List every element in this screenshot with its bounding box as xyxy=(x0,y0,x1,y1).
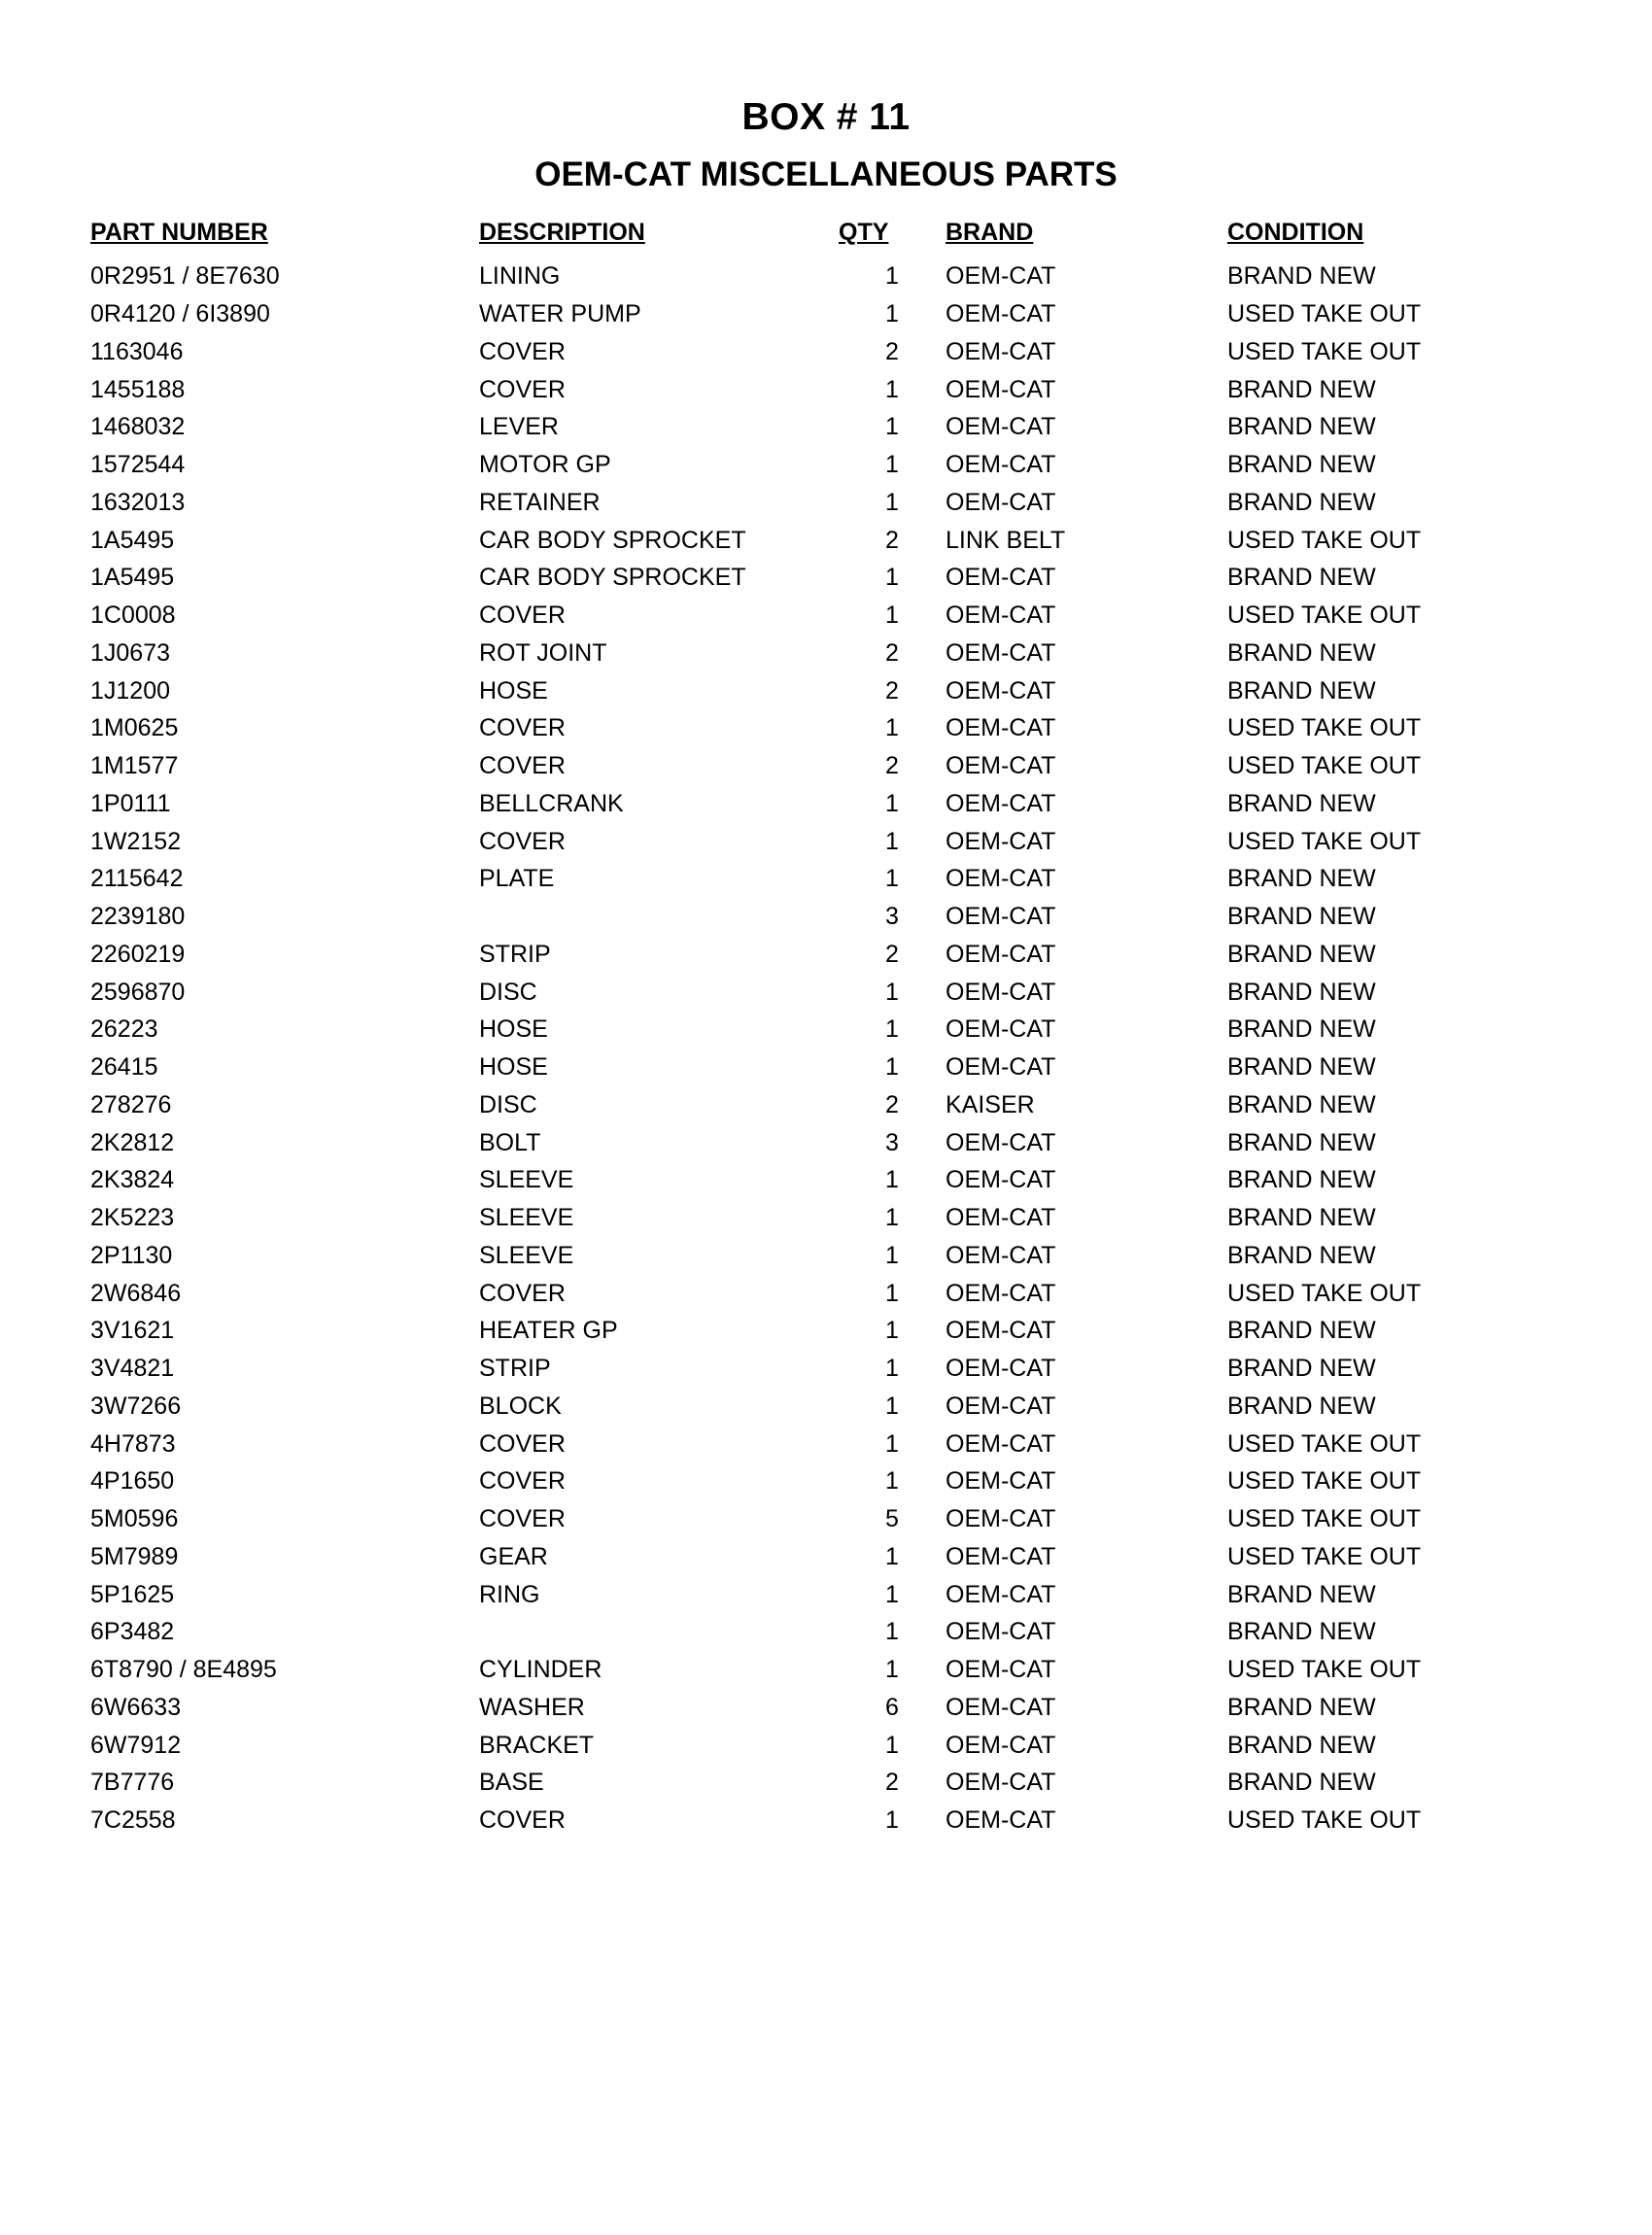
cell-brand: OEM-CAT xyxy=(946,1166,1056,1194)
cell-part-number: 2K2812 xyxy=(90,1128,175,1156)
table-row xyxy=(90,1275,1499,1313)
cell-qty: 1 xyxy=(885,1618,899,1646)
cell-qty: 2 xyxy=(885,337,899,365)
table-row xyxy=(90,559,1499,597)
table-row xyxy=(90,1426,1499,1463)
cell-brand: KAISER xyxy=(946,1090,1035,1118)
cell-brand: OEM-CAT xyxy=(946,1467,1056,1496)
cell-description: SLEEVE xyxy=(479,1166,574,1194)
cell-part-number: 2K3824 xyxy=(90,1166,175,1194)
table-row xyxy=(90,1199,1499,1237)
cell-qty: 1 xyxy=(885,564,899,592)
cell-part-number: 3V4821 xyxy=(90,1355,175,1383)
cell-condition: USED TAKE OUT xyxy=(1227,337,1422,365)
cell-condition: BRAND NEW xyxy=(1227,1204,1376,1232)
cell-part-number: 1C0008 xyxy=(90,602,176,630)
table-row xyxy=(90,898,1499,936)
cell-brand: OEM-CAT xyxy=(946,1053,1056,1082)
cell-description: COVER xyxy=(479,1429,566,1458)
cell-description: CAR BODY SPROCKET xyxy=(479,564,746,592)
cell-description: DISC xyxy=(479,978,537,1006)
cell-condition: BRAND NEW xyxy=(1227,789,1376,817)
table-row xyxy=(90,408,1499,446)
cell-qty: 2 xyxy=(885,940,899,968)
cell-part-number: 26415 xyxy=(90,1053,158,1082)
cell-part-number: 1M1577 xyxy=(90,752,179,780)
cell-qty: 2 xyxy=(885,638,899,667)
cell-brand: OEM-CAT xyxy=(946,1317,1056,1345)
cell-description: COVER xyxy=(479,714,566,742)
cell-description: MOTOR GP xyxy=(479,451,611,479)
cell-description: RETAINER xyxy=(479,488,601,516)
cell-qty: 1 xyxy=(885,1429,899,1458)
cell-description xyxy=(479,898,839,936)
cell-qty: 1 xyxy=(885,1806,899,1835)
cell-qty: 1 xyxy=(885,1166,899,1194)
cell-part-number: 6W7912 xyxy=(90,1731,182,1759)
table-header-row xyxy=(90,219,1499,258)
cell-qty: 1 xyxy=(885,1731,899,1759)
table-row xyxy=(90,1462,1499,1500)
cell-part-number: 278276 xyxy=(90,1090,172,1118)
cell-condition: BRAND NEW xyxy=(1227,1392,1376,1420)
cell-part-number: 1J0673 xyxy=(90,638,171,667)
cell-condition: USED TAKE OUT xyxy=(1227,752,1422,780)
table-row xyxy=(90,258,1499,295)
cell-brand: OEM-CAT xyxy=(946,1241,1056,1269)
cell-description: COVER xyxy=(479,602,566,630)
cell-brand: OEM-CAT xyxy=(946,1392,1056,1420)
cell-brand: OEM-CAT xyxy=(946,827,1056,855)
cell-brand: OEM-CAT xyxy=(946,1656,1056,1684)
cell-description: COVER xyxy=(479,827,566,855)
column-header-condition: CONDITION xyxy=(1227,219,1364,247)
table-row xyxy=(90,446,1499,484)
cell-qty: 2 xyxy=(885,526,899,554)
cell-brand: OEM-CAT xyxy=(946,300,1056,328)
cell-brand: OEM-CAT xyxy=(946,262,1056,291)
cell-qty: 3 xyxy=(885,1128,899,1156)
cell-description: DISC xyxy=(479,1090,537,1118)
cell-qty: 1 xyxy=(885,827,899,855)
cell-description: BLOCK xyxy=(479,1392,562,1420)
cell-qty: 1 xyxy=(885,1015,899,1044)
cell-qty: 1 xyxy=(885,1317,899,1345)
cell-part-number: 2596870 xyxy=(90,978,186,1006)
cell-part-number: 6T8790 / 8E4895 xyxy=(90,1656,277,1684)
table-row xyxy=(90,860,1499,898)
cell-brand: OEM-CAT xyxy=(946,865,1056,893)
cell-qty: 1 xyxy=(885,375,899,403)
cell-qty: 1 xyxy=(885,1542,899,1570)
cell-brand: OEM-CAT xyxy=(946,1580,1056,1608)
cell-qty: 1 xyxy=(885,714,899,742)
table-row xyxy=(90,1689,1499,1727)
cell-brand: OEM-CAT xyxy=(946,752,1056,780)
cell-condition: BRAND NEW xyxy=(1227,865,1376,893)
table-row xyxy=(90,1161,1499,1199)
cell-part-number: 4P1650 xyxy=(90,1467,175,1496)
cell-condition: BRAND NEW xyxy=(1227,488,1376,516)
cell-part-number: 1455188 xyxy=(90,375,186,403)
cell-qty: 1 xyxy=(885,262,899,291)
cell-qty: 1 xyxy=(885,978,899,1006)
cell-description: HOSE xyxy=(479,1015,548,1044)
table-row xyxy=(90,1538,1499,1576)
table-row xyxy=(90,484,1499,522)
document-header xyxy=(0,97,1652,193)
cell-brand: OEM-CAT xyxy=(946,789,1056,817)
cell-condition: USED TAKE OUT xyxy=(1227,1279,1422,1307)
cell-part-number: 0R2951 / 8E7630 xyxy=(90,262,280,291)
cell-qty: 6 xyxy=(885,1693,899,1721)
cell-part-number: 26223 xyxy=(90,1015,158,1044)
cell-qty: 2 xyxy=(885,1769,899,1797)
cell-brand: OEM-CAT xyxy=(946,564,1056,592)
cell-condition: BRAND NEW xyxy=(1227,1317,1376,1345)
cell-qty: 1 xyxy=(885,1467,899,1496)
cell-brand: OEM-CAT xyxy=(946,1015,1056,1044)
cell-part-number: 7B7776 xyxy=(90,1769,175,1797)
cell-description: WATER PUMP xyxy=(479,300,641,328)
cell-condition: BRAND NEW xyxy=(1227,1015,1376,1044)
cell-description: COVER xyxy=(479,1279,566,1307)
cell-condition: BRAND NEW xyxy=(1227,978,1376,1006)
cell-condition: BRAND NEW xyxy=(1227,638,1376,667)
cell-brand: OEM-CAT xyxy=(946,488,1056,516)
cell-part-number: 4H7873 xyxy=(90,1429,176,1458)
cell-condition: BRAND NEW xyxy=(1227,676,1376,705)
cell-condition: BRAND NEW xyxy=(1227,1241,1376,1269)
cell-condition: USED TAKE OUT xyxy=(1227,1806,1422,1835)
cell-brand: OEM-CAT xyxy=(946,1429,1056,1458)
cell-condition: BRAND NEW xyxy=(1227,1769,1376,1797)
cell-part-number: 2W6846 xyxy=(90,1279,182,1307)
cell-condition: USED TAKE OUT xyxy=(1227,1467,1422,1496)
parts-table-container xyxy=(0,219,1652,1840)
cell-qty: 1 xyxy=(885,300,899,328)
document-page xyxy=(0,97,1652,2235)
cell-brand: OEM-CAT xyxy=(946,451,1056,479)
cell-condition: BRAND NEW xyxy=(1227,1090,1376,1118)
cell-part-number: 2K5223 xyxy=(90,1204,175,1232)
cell-brand: OEM-CAT xyxy=(946,1806,1056,1835)
cell-brand: OEM-CAT xyxy=(946,940,1056,968)
cell-brand: OEM-CAT xyxy=(946,1204,1056,1232)
table-row xyxy=(90,1802,1499,1840)
cell-part-number: 0R4120 / 6I3890 xyxy=(90,300,270,328)
table-row xyxy=(90,522,1499,560)
cell-condition: USED TAKE OUT xyxy=(1227,526,1422,554)
cell-description xyxy=(479,1613,839,1651)
cell-qty: 3 xyxy=(885,903,899,931)
cell-part-number: 1W2152 xyxy=(90,827,182,855)
cell-condition: BRAND NEW xyxy=(1227,1580,1376,1608)
cell-description: HOSE xyxy=(479,676,548,705)
parts-table xyxy=(90,219,1499,1840)
cell-qty: 1 xyxy=(885,1279,899,1307)
cell-brand: OEM-CAT xyxy=(946,1769,1056,1797)
cell-condition: USED TAKE OUT xyxy=(1227,1429,1422,1458)
cell-part-number: 1P0111 xyxy=(90,789,171,817)
cell-qty: 2 xyxy=(885,1090,899,1118)
cell-part-number: 6W6633 xyxy=(90,1693,182,1721)
cell-description: CYLINDER xyxy=(479,1656,602,1684)
cell-qty: 1 xyxy=(885,1355,899,1383)
table-header xyxy=(90,219,1499,258)
cell-condition: BRAND NEW xyxy=(1227,1731,1376,1759)
cell-qty: 5 xyxy=(885,1505,899,1533)
cell-condition: USED TAKE OUT xyxy=(1227,1542,1422,1570)
cell-qty: 2 xyxy=(885,676,899,705)
cell-qty: 1 xyxy=(885,488,899,516)
cell-part-number: 6P3482 xyxy=(90,1618,175,1646)
cell-condition: BRAND NEW xyxy=(1227,903,1376,931)
table-row xyxy=(90,1124,1499,1162)
cell-description: ROT JOINT xyxy=(479,638,607,667)
cell-qty: 1 xyxy=(885,1656,899,1684)
cell-description: GEAR xyxy=(479,1542,548,1570)
cell-description: HOSE xyxy=(479,1053,548,1082)
column-header-part-number: PART NUMBER xyxy=(90,219,268,247)
cell-condition: USED TAKE OUT xyxy=(1227,602,1422,630)
cell-condition: BRAND NEW xyxy=(1227,375,1376,403)
cell-brand: OEM-CAT xyxy=(946,978,1056,1006)
column-header-qty: QTY xyxy=(839,219,889,247)
table-row xyxy=(90,1049,1499,1086)
cell-qty: 2 xyxy=(885,752,899,780)
table-body xyxy=(90,258,1499,1840)
cell-description: COVER xyxy=(479,337,566,365)
cell-condition: BRAND NEW xyxy=(1227,940,1376,968)
cell-part-number: 2239180 xyxy=(90,903,186,931)
table-row xyxy=(90,635,1499,672)
cell-part-number: 1468032 xyxy=(90,413,186,441)
table-row xyxy=(90,295,1499,333)
cell-part-number: 1572544 xyxy=(90,451,186,479)
cell-brand: OEM-CAT xyxy=(946,375,1056,403)
table-row xyxy=(90,823,1499,861)
cell-qty: 1 xyxy=(885,1392,899,1420)
cell-part-number: 3W7266 xyxy=(90,1392,182,1420)
cell-description: CAR BODY SPROCKET xyxy=(479,526,746,554)
table-row xyxy=(90,747,1499,785)
cell-description: LINING xyxy=(479,262,561,291)
table-row xyxy=(90,371,1499,409)
cell-part-number: 1A5495 xyxy=(90,526,175,554)
cell-description: PLATE xyxy=(479,865,555,893)
cell-brand: OEM-CAT xyxy=(946,638,1056,667)
cell-description: WASHER xyxy=(479,1693,585,1721)
cell-part-number: 5M0596 xyxy=(90,1505,179,1533)
cell-part-number: 1J1200 xyxy=(90,676,171,705)
cell-description: RING xyxy=(479,1580,540,1608)
table-row xyxy=(90,1651,1499,1689)
cell-description: COVER xyxy=(479,1505,566,1533)
cell-brand: OEM-CAT xyxy=(946,714,1056,742)
table-row xyxy=(90,1312,1499,1350)
cell-qty: 1 xyxy=(885,602,899,630)
table-row xyxy=(90,597,1499,635)
cell-brand: OEM-CAT xyxy=(946,1693,1056,1721)
cell-qty: 1 xyxy=(885,1053,899,1082)
page-subtitle: OEM-CAT MISCELLANEOUS PARTS xyxy=(534,155,1118,193)
table-row xyxy=(90,1237,1499,1275)
cell-brand: OEM-CAT xyxy=(946,1542,1056,1570)
table-row xyxy=(90,1011,1499,1049)
cell-description: HEATER GP xyxy=(479,1317,618,1345)
cell-description: COVER xyxy=(479,375,566,403)
cell-brand: OEM-CAT xyxy=(946,1279,1056,1307)
cell-qty: 1 xyxy=(885,789,899,817)
cell-part-number: 2P1130 xyxy=(90,1241,173,1269)
cell-condition: BRAND NEW xyxy=(1227,262,1376,291)
table-row xyxy=(90,974,1499,1012)
cell-part-number: 3V1621 xyxy=(90,1317,175,1345)
cell-brand: OEM-CAT xyxy=(946,1505,1056,1533)
cell-brand: OEM-CAT xyxy=(946,413,1056,441)
table-row xyxy=(90,785,1499,823)
cell-description: BOLT xyxy=(479,1128,541,1156)
cell-description: STRIP xyxy=(479,940,551,968)
cell-description: COVER xyxy=(479,1806,566,1835)
cell-description: COVER xyxy=(479,1467,566,1496)
cell-brand: LINK BELT xyxy=(946,526,1066,554)
table-row xyxy=(90,709,1499,747)
cell-part-number: 1A5495 xyxy=(90,564,175,592)
cell-condition: USED TAKE OUT xyxy=(1227,1656,1422,1684)
table-row xyxy=(90,333,1499,371)
cell-part-number: 1M0625 xyxy=(90,714,179,742)
cell-condition: BRAND NEW xyxy=(1227,451,1376,479)
cell-part-number: 1632013 xyxy=(90,488,186,516)
cell-condition: BRAND NEW xyxy=(1227,1355,1376,1383)
cell-qty: 1 xyxy=(885,1580,899,1608)
cell-description: SLEEVE xyxy=(479,1241,574,1269)
cell-condition: USED TAKE OUT xyxy=(1227,827,1422,855)
column-header-brand: BRAND xyxy=(946,219,1034,247)
cell-description: BRACKET xyxy=(479,1731,595,1759)
table-row xyxy=(90,1576,1499,1614)
table-row xyxy=(90,1388,1499,1426)
cell-condition: BRAND NEW xyxy=(1227,1053,1376,1082)
cell-condition: BRAND NEW xyxy=(1227,413,1376,441)
cell-description: BELLCRANK xyxy=(479,789,624,817)
cell-qty: 1 xyxy=(885,451,899,479)
column-header-description: DESCRIPTION xyxy=(479,219,645,247)
cell-description: BASE xyxy=(479,1769,544,1797)
cell-description: COVER xyxy=(479,752,566,780)
cell-qty: 1 xyxy=(885,1204,899,1232)
cell-condition: BRAND NEW xyxy=(1227,1128,1376,1156)
cell-condition: BRAND NEW xyxy=(1227,564,1376,592)
cell-part-number: 5P1625 xyxy=(90,1580,175,1608)
cell-brand: OEM-CAT xyxy=(946,602,1056,630)
page-title: BOX # 11 xyxy=(741,96,911,138)
cell-brand: OEM-CAT xyxy=(946,1355,1056,1383)
table-row xyxy=(90,936,1499,974)
cell-brand: OEM-CAT xyxy=(946,1128,1056,1156)
table-row xyxy=(90,1086,1499,1124)
cell-qty: 1 xyxy=(885,1241,899,1269)
cell-condition: BRAND NEW xyxy=(1227,1166,1376,1194)
table-row xyxy=(90,1350,1499,1388)
cell-brand: OEM-CAT xyxy=(946,676,1056,705)
cell-part-number: 7C2558 xyxy=(90,1806,176,1835)
table-row xyxy=(90,672,1499,710)
cell-condition: USED TAKE OUT xyxy=(1227,300,1422,328)
cell-part-number: 5M7989 xyxy=(90,1542,179,1570)
cell-description: STRIP xyxy=(479,1355,551,1383)
cell-description: SLEEVE xyxy=(479,1204,574,1232)
table-row xyxy=(90,1727,1499,1765)
table-row xyxy=(90,1613,1499,1651)
cell-part-number: 2115642 xyxy=(90,865,184,893)
cell-brand: OEM-CAT xyxy=(946,1731,1056,1759)
cell-part-number: 1163046 xyxy=(90,337,184,365)
cell-brand: OEM-CAT xyxy=(946,903,1056,931)
cell-condition: BRAND NEW xyxy=(1227,1618,1376,1646)
cell-qty: 1 xyxy=(885,865,899,893)
cell-brand: OEM-CAT xyxy=(946,337,1056,365)
cell-condition: USED TAKE OUT xyxy=(1227,1505,1422,1533)
cell-condition: BRAND NEW xyxy=(1227,1693,1376,1721)
table-row xyxy=(90,1500,1499,1538)
cell-brand: OEM-CAT xyxy=(946,1618,1056,1646)
table-row xyxy=(90,1764,1499,1802)
cell-qty: 1 xyxy=(885,413,899,441)
cell-description: LEVER xyxy=(479,413,559,441)
cell-part-number: 2260219 xyxy=(90,940,186,968)
cell-condition: USED TAKE OUT xyxy=(1227,714,1422,742)
